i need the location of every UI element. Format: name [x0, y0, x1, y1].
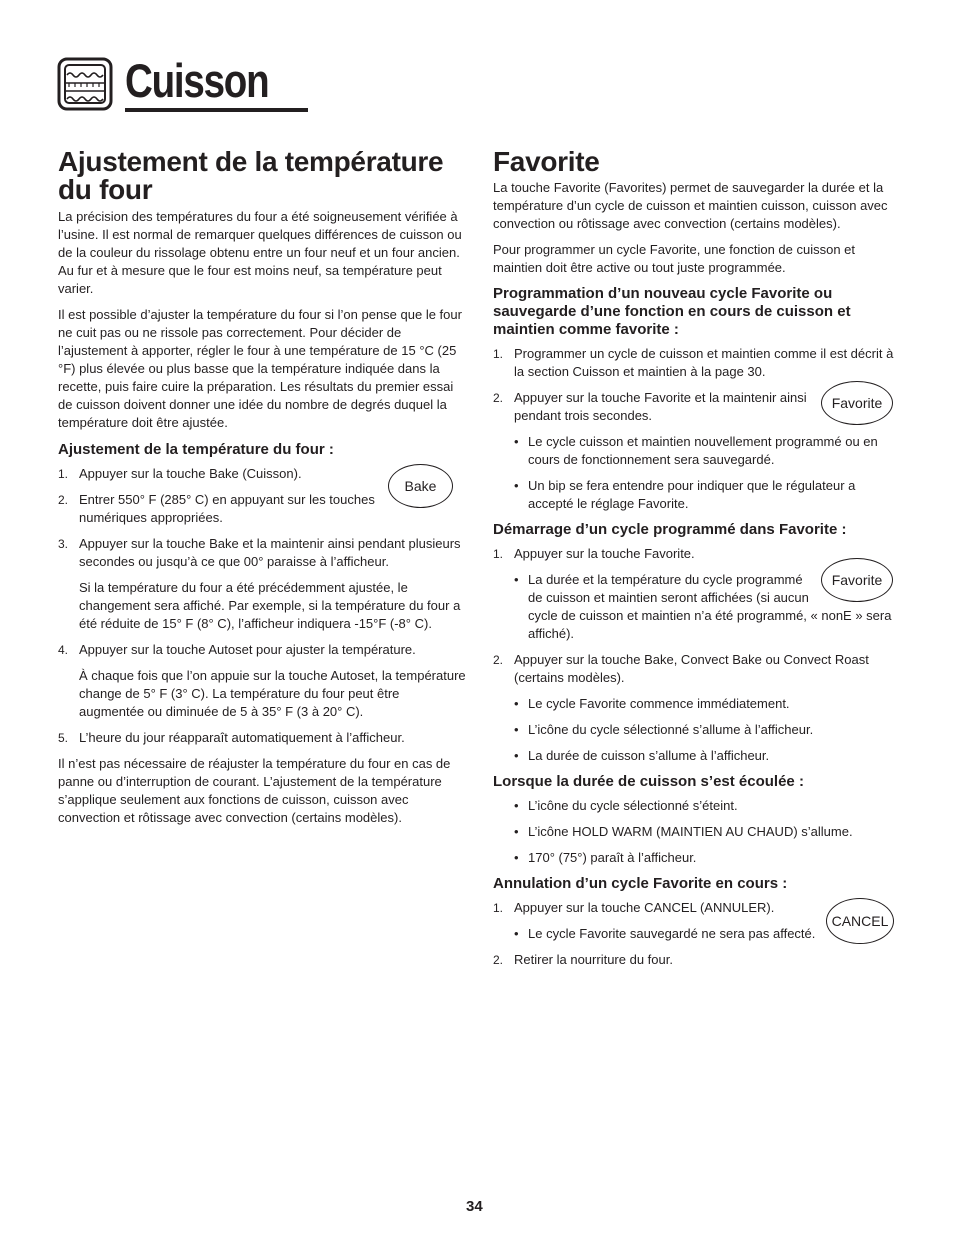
favorite-key-label: Favorite — [831, 395, 883, 411]
subheading: Lorsque la durée de cuisson s’est écoulée : — [493, 773, 804, 790]
step-text: Entrer 550° F (285° C) en appuyant sur les touches numériques appropriées. — [79, 492, 375, 525]
page-number: 34 — [466, 1198, 483, 1215]
bullet-item: • Le cycle Favorite sauvegardé ne sera pas affecté. — [493, 925, 899, 943]
favorite-key-icon — [821, 381, 893, 425]
paragraph: Il est possible d’ajuster la température du four si l’on pense que le four ne cuit pas ou ne rissole pas correctement. Pour décider de l’ajustement à apporter, régler le four à une température de 15 °C (25 °F) plus élevée ou plus basse que la température indiquée dans la recette, puis faire cuire la préparation. Les résultats du premier essai de cuisson doivent donner une idée du nombre de degrés duquel la température doit être ajustée. — [58, 307, 462, 430]
step-text: L’heure du jour réapparaît automatiquement à l’afficheur. — [79, 730, 405, 745]
step-number: 1. — [493, 547, 504, 561]
step-number: 2. — [58, 493, 69, 507]
bullet-item: • L’icône du cycle sélectionné s’allume à l’afficheur. — [493, 721, 899, 739]
list-item — [58, 667, 466, 721]
step-number: 3. — [58, 537, 69, 551]
list-item — [493, 345, 899, 381]
paragraph: La touche Favorite (Favorites) permet de sauvegarder la durée et la température d’un cycle de cuisson et maintien cuisson, cuisson avec convection ou rôtissage avec convection (certains modèles). — [493, 180, 888, 231]
step-number: 5. — [58, 731, 69, 745]
cancel-key-icon — [826, 898, 894, 944]
bullet-item: • La durée de cuisson s’allume à l’afficheur. — [493, 747, 899, 765]
bullet-item: • Le cycle Favorite commence immédiatement. — [493, 695, 899, 713]
subheading: Programmation d’un nouveau cycle Favorite ou sauvegarde d’une fonction en cours de cuisson et maintien comme favorite : — [493, 285, 851, 338]
step-number: 4. — [58, 643, 69, 657]
step-text: Appuyer sur la touche Favorite et la maintenir ainsi pendant trois secondes. — [514, 390, 807, 423]
bullet-text: • La durée et la température du cycle programmé de cuisson et maintien seront affichées (si aucun — [528, 572, 809, 605]
title-rule — [125, 108, 308, 112]
step-text: Appuyer sur la touche CANCEL (ANNULER). — [514, 900, 775, 915]
step-text: Programmer un cycle de cuisson et maintien comme il est décrit à la section Cuisson et maintien à la page 30. — [514, 346, 894, 379]
paragraph: Pour programmer un cycle Favorite, une fonction de cuisson et maintien doit être active ou tout juste programmée. — [493, 242, 856, 275]
bullet-item: • L’icône HOLD WARM (MAINTIEN AU CHAUD) s’allume. — [493, 823, 899, 841]
bullet-item: • 170° (75°) paraît à l’afficheur. — [493, 849, 899, 867]
list-item — [58, 729, 466, 747]
bake-key-icon — [388, 464, 453, 508]
cancel-key-label: CANCEL — [831, 913, 889, 929]
list-item — [58, 641, 466, 659]
step-text: Appuyer sur la touche Bake (Cuisson). — [79, 466, 302, 481]
step-number: 2. — [493, 953, 504, 967]
step-text: Appuyer sur la touche Favorite. — [514, 546, 695, 561]
step-text: Appuyer sur la touche Bake, Convect Bake ou Convect Roast (certains modèles). — [514, 652, 869, 685]
step-text: Si la température du four a été précédemment ajustée, le changement sera affiché. Par exemple, si la température du four a été réduite de 15° F (8° C), l’afficheur indiquera -15°F (-8° C). — [79, 580, 461, 631]
step-number: 2. — [493, 391, 504, 405]
bake-key-label: Bake — [404, 478, 437, 494]
step-number: 1. — [493, 347, 504, 361]
step-number: 1. — [58, 467, 69, 481]
step-text: Retirer la nourriture du four. — [514, 952, 673, 967]
bullet-item: • L’icône du cycle sélectionné s’éteint. — [493, 797, 899, 815]
bullet-text: cycle de cuisson et maintien n’a été programmé, « nonE » sera affiché). — [528, 608, 892, 641]
subheading: Annulation d’un cycle Favorite en cours : — [493, 875, 788, 892]
list-item — [58, 579, 466, 633]
list-item — [493, 951, 899, 969]
bullet-item: • Un bip se fera entendre pour indiquer que le régulateur a accepté le réglage Favorite. — [493, 477, 899, 513]
paragraph: Il n’est pas nécessaire de réajuster la température du four en cas de panne ou d’interruption de courant. L’ajustement de la température s’applique seulement aux fonctions de cuisson, cuisson avec convection et rôtissage avec convection (certains modèles). — [58, 756, 451, 825]
step-number: 1. — [493, 901, 504, 915]
step-text: Appuyer sur la touche Autoset pour ajuster la température. — [79, 642, 416, 657]
section-heading: Ajustement de la température du four — [58, 146, 444, 205]
favorite-key-icon — [821, 558, 893, 602]
list-item — [493, 651, 899, 687]
page-title: Cuisson — [125, 54, 269, 107]
step-text: À chaque fois que l’on appuie sur la touche Autoset, la température change de 5° F (3° C). La température du four peut être augmentée ou diminuée de 5 à 35° F (3 à 20° C). — [79, 668, 466, 719]
subheading: Ajustement de la température du four : — [58, 441, 334, 458]
subheading: Démarrage d’un cycle programmé dans Favorite : — [493, 521, 847, 538]
step-number: 2. — [493, 653, 504, 667]
bullet-item: • Le cycle cuisson et maintien nouvellement programmé ou en cours de fonctionnement sera sauvegardé. — [493, 433, 899, 469]
favorite-key-label: Favorite — [831, 572, 883, 588]
section-heading: Favorite — [493, 146, 600, 177]
paragraph: La précision des températures du four a été soigneusement vérifiée à l’usine. Il est normal de remarquer quelques différences de cuisson ou de la couleur du rissolage obtenu entre un four neuf et un four ancien. Au fur et à mesure que le four est moins neuf, sa température peut varier. — [58, 209, 462, 296]
step-text: Appuyer sur la touche Bake et la maintenir ainsi pendant plusieurs secondes ou jusqu’à ce que 00° paraisse à l’afficheur. — [79, 536, 461, 569]
oven-icon — [57, 57, 113, 111]
list-item — [58, 535, 466, 571]
